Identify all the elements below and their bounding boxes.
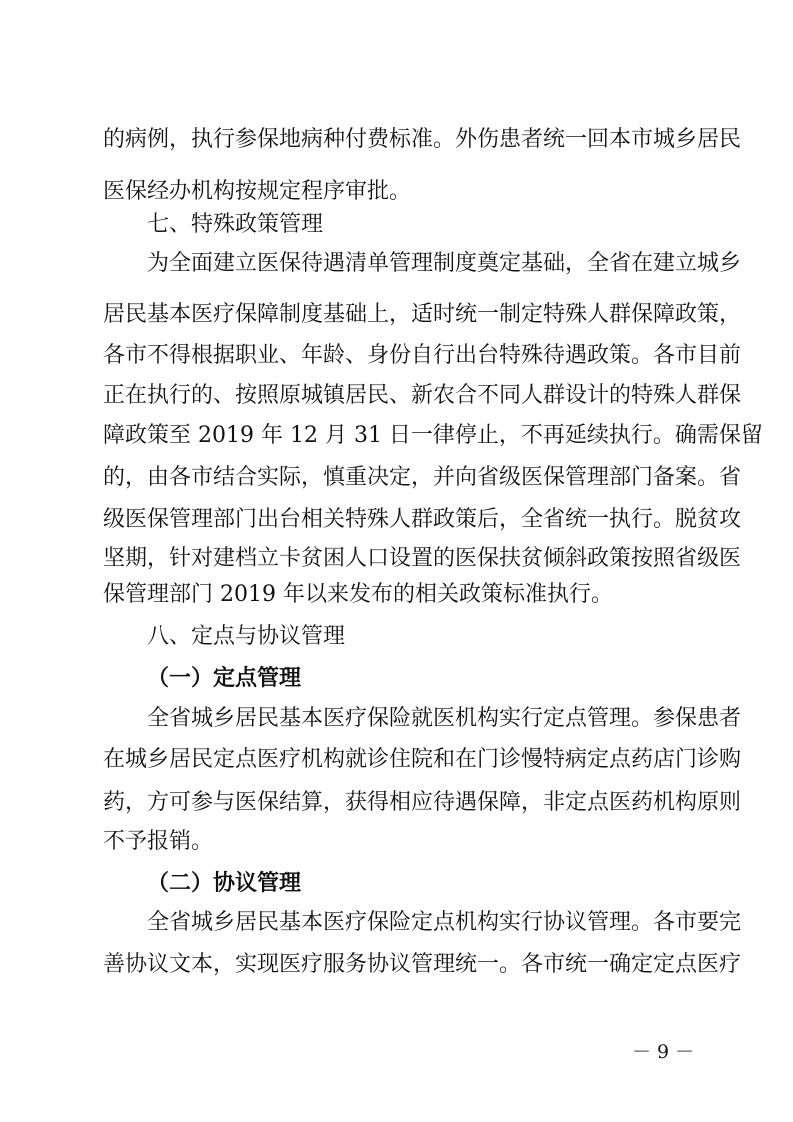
text-line: 各市不得根据职业、年龄、身份自行出台特殊待遇政策。各市目前 — [103, 343, 742, 368]
text-line: 居民基本医疗保障制度基础上，适时统一制定特殊人群保障政策， — [103, 302, 742, 327]
text-line: 正在执行的、按照原城镇居民、新农合不同人群设计的特殊人群保 — [103, 383, 742, 408]
text-line: 在城乡居民定点医疗机构就诊住院和在门诊慢特病定点药店门诊购 — [103, 747, 742, 772]
text-line: 全省城乡居民基本医疗保险定点机构实行协议管理。各市要完 — [147, 910, 742, 935]
text-line: 善协议文本，实现医疗服务协议管理统一。各市统一确定定点医疗 — [103, 952, 742, 977]
text-line: 不予报销。 — [103, 829, 214, 854]
text-line: 障政策至 2019 年 12 月 31 日一律停止，不再延续执行。确需保留 — [103, 423, 763, 448]
subsection-heading: （二）协议管理 — [147, 870, 302, 896]
text-line: 的病例，执行参保地病种付费标准。外伤患者统一回本市城乡居民 — [103, 127, 742, 152]
text-line: 医保经办机构按规定程序审批。 — [103, 179, 412, 204]
text-line: 坚期，针对建档立卡贫困人口设置的医保扶贫倾斜政策按照省级医 — [103, 546, 742, 571]
text-line: 药，方可参与医保结算，获得相应待遇保障，非定点医药机构原则 — [103, 790, 742, 815]
text-line: 的，由各市结合实际，慎重决定，并向省级医保管理部门备案。省 — [103, 465, 742, 490]
text-line: 保管理部门 2019 年以来发布的相关政策标准执行。 — [103, 582, 613, 607]
text-line: 级医保管理部门出台相关特殊人群政策后，全省统一执行。脱贫攻 — [103, 507, 742, 532]
subsection-heading: （一）定点管理 — [147, 665, 302, 691]
section-heading: 七、特殊政策管理 — [147, 212, 324, 237]
text-line: 为全面建立医保待遇清单管理制度奠定基础，全省在建立城乡 — [147, 251, 742, 276]
text-line: 全省城乡居民基本医疗保险就医机构实行定点管理。参保患者 — [147, 706, 742, 731]
section-heading: 八、定点与协议管理 — [147, 624, 346, 649]
page-number: － 9 － — [632, 1041, 695, 1063]
